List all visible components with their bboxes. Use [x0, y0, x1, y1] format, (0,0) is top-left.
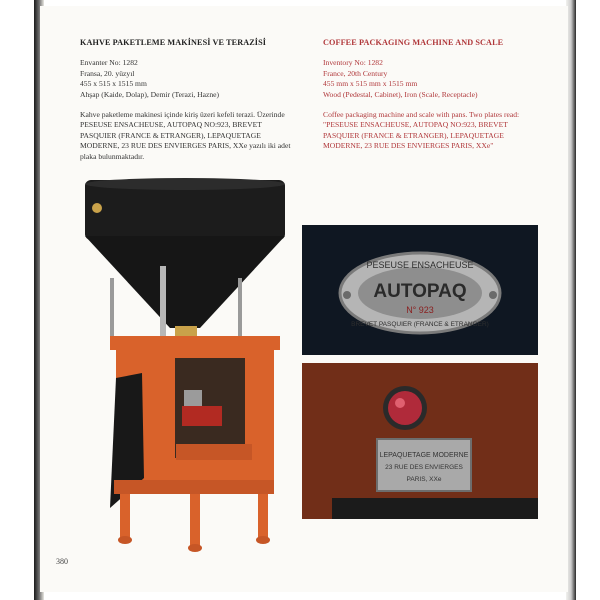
plate-line-2: 23 RUE DES ENVIERGES — [385, 464, 463, 471]
turkish-title: KAHVE PAKETLEME MAKİNESİ VE TERAZİSİ — [80, 38, 267, 47]
page-number: 380 — [56, 557, 68, 566]
english-materials: Wood (Pedestal, Cabinet), Iron (Scale, Receptacle) — [323, 89, 478, 99]
wood-plate-photo — [302, 363, 538, 519]
turkish-origin: Fransa, 20. yüzyıl — [80, 68, 135, 78]
turkish-dimensions: 455 x 515 x 1515 mm — [80, 79, 147, 89]
machine-photo — [80, 178, 290, 558]
english-description: Coffee packaging machine and scale with pans. Two plates read: "PESEUSE ENSACHEUSE, AUTOPAQ NO:923, BREVET PASQUIER (FRANCE & ETRANGER), LEPAQUETAGE MODERNE, 23 RUE DES ENVIERGES PARIS, XXe" — [323, 110, 520, 151]
plate-bottom-text: BREVET PASQUIER (FRANCE & ETRANGER) — [351, 321, 489, 328]
plate-top-text: PESEUSE ENSACHEUSE — [366, 260, 474, 270]
turkish-materials: Ahşap (Kaide, Dolap), Demir (Terazi, Hazne) — [80, 89, 220, 99]
english-inventory: Inventory No: 1282 — [323, 58, 383, 68]
plate-line-3: PARIS, XXe — [406, 476, 442, 483]
english-dimensions: 455 mm x 515 mm x 1515 mm — [323, 79, 418, 89]
plate-brand: AUTOPAQ — [373, 281, 467, 302]
oval-plate-photo — [302, 225, 538, 355]
plate-line-1: LEPAQUETAGE MODERNE — [379, 452, 469, 459]
turkish-meta — [80, 58, 300, 100]
english-meta — [323, 58, 545, 100]
english-column — [323, 38, 545, 152]
english-title: COFFEE PACKAGING MACHINE AND SCALE — [323, 38, 504, 47]
turkish-column — [80, 38, 300, 162]
english-origin: France, 20th Century — [323, 68, 388, 78]
turkish-description: Kahve paketleme makinesi içinde kiriş üzeri kefeli terazi. Üzerinde PESEUSE ENSACHEUSE, AUTOPAQ NO:923, BREVET PASQUIER (FRANCE & ETRANGER), LEPAQUETAGE MODERNE, 23 RUE DES ENVIERGES PARIS, XXe yazılı iki adet plaka bulunmaktadır. — [80, 110, 291, 161]
plate-number: N° 923 — [406, 305, 434, 315]
turkish-inventory: Envanter No: 1282 — [80, 58, 138, 68]
